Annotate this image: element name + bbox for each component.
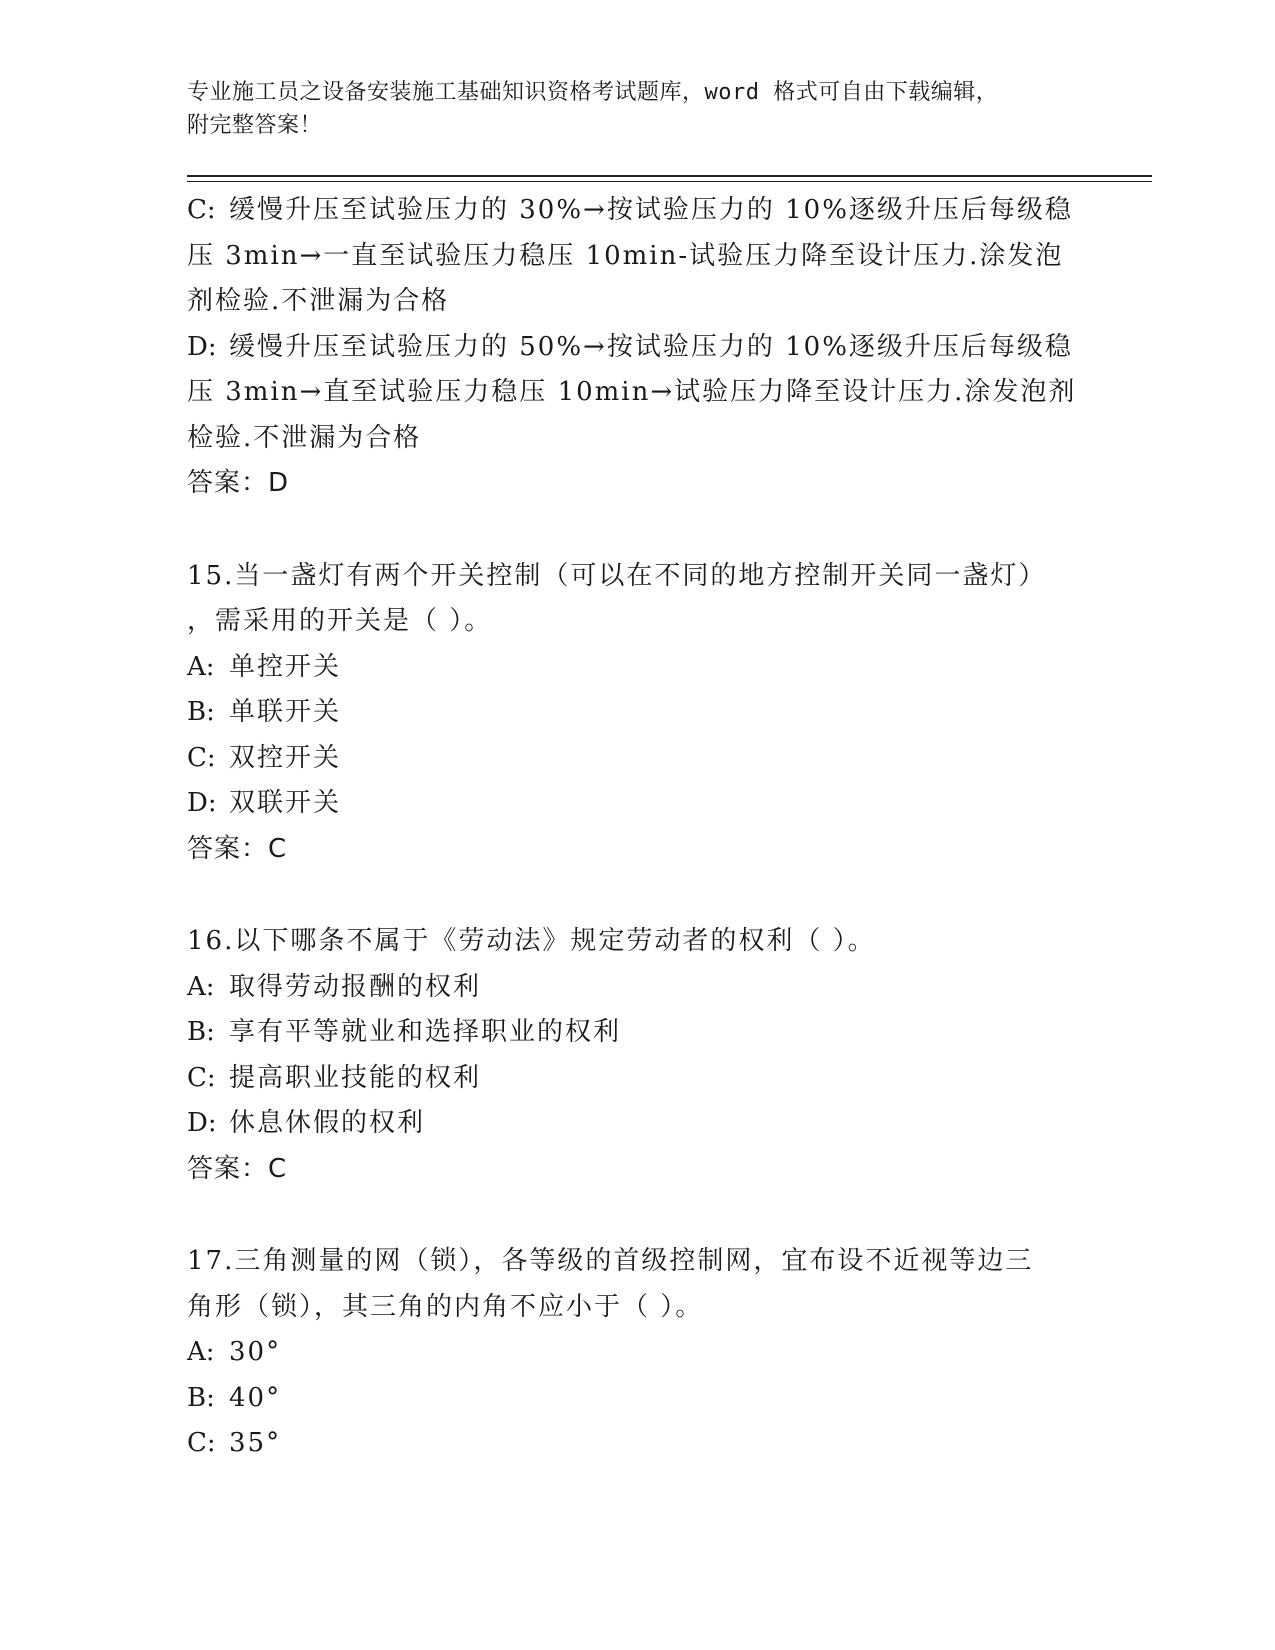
option-c (187, 736, 1087, 782)
question-stem: 角形（锁），其三角的内角不应小于（ ）。 (187, 1291, 704, 1322)
option-text: 享有平等就业和选择职业的权利 (229, 1017, 622, 1047)
option-line (187, 325, 1087, 371)
option-a (187, 1330, 1087, 1376)
header-line-1: 专业施工员之设备安装施工基础知识资格考试题库，word 格式可自由下载编辑， (187, 80, 999, 105)
prev-question-block (187, 188, 1087, 507)
option-line: 检验.不泄漏为合格 (187, 422, 422, 453)
spacer (187, 1192, 1087, 1239)
option-letter: A: (187, 651, 215, 682)
header-divider-thick (187, 175, 1152, 177)
question-16 (187, 919, 1087, 1192)
option-letter: A: (187, 971, 215, 1002)
option-a (187, 965, 1087, 1011)
header-line-2: 附完整答案！ (187, 113, 323, 138)
option-d (187, 325, 1087, 462)
option-b (187, 1376, 1087, 1422)
answer-line: 答案：C (187, 1153, 288, 1184)
option-c (187, 188, 1087, 325)
option-b (187, 690, 1087, 736)
spacer (187, 507, 1087, 554)
option-c (187, 1056, 1087, 1102)
spacer (187, 872, 1087, 919)
question-stem: 17.三角测量的网（锁），各等级的首级控制网，宜布设不近视等边三 (187, 1246, 1034, 1276)
option-letter: D: (187, 1108, 217, 1138)
option-text: 30° (229, 1337, 282, 1367)
option-text: 缓慢升压至试验压力的 30%→按试验压力的 10%逐级升压后每级稳 (229, 195, 1073, 225)
option-text: 单控开关 (229, 651, 342, 682)
option-text: 35° (229, 1428, 282, 1458)
answer-line: 答案：D (187, 468, 290, 498)
option-text: 双控开关 (229, 742, 342, 773)
option-letter: C: (187, 195, 216, 225)
header-divider-thin (187, 181, 1152, 182)
option-letter: C: (187, 1062, 216, 1093)
option-line: 压 3min→一直至试验压力稳压 10min-试验压力降至设计压力.涂发泡 (187, 240, 1064, 271)
option-line (187, 188, 1087, 234)
option-letter: D: (187, 788, 217, 818)
question-content (187, 188, 1087, 1467)
option-text: 缓慢升压至试验压力的 50%→按试验压力的 10%逐级升压后每级稳 (229, 331, 1073, 362)
option-text: 双联开关 (229, 788, 342, 818)
option-letter: A: (187, 1337, 215, 1367)
option-letter: B: (187, 1382, 215, 1413)
option-text: 休息休假的权利 (229, 1108, 426, 1138)
option-text: 单联开关 (229, 697, 342, 727)
option-letter: D: (187, 331, 217, 362)
option-text: 取得劳动报酬的权利 (229, 971, 482, 1002)
option-letter: C: (187, 742, 216, 773)
option-d (187, 1101, 1087, 1147)
option-letter: B: (187, 1017, 215, 1047)
answer-line: 答案：C (187, 833, 288, 864)
option-line: 剂检验.不泄漏为合格 (187, 286, 450, 316)
question-17 (187, 1239, 1087, 1467)
document-header (187, 76, 1087, 142)
question-15 (187, 554, 1087, 873)
option-a (187, 645, 1087, 691)
question-stem: 16.以下哪条不属于《劳动法》规定劳动者的权利（ ）。 (187, 926, 876, 956)
option-c (187, 1421, 1087, 1467)
option-text: 提高职业技能的权利 (229, 1062, 482, 1093)
option-letter: C: (187, 1428, 216, 1458)
option-d (187, 781, 1087, 827)
option-text: 40° (229, 1382, 282, 1413)
question-stem: 15.当一盏灯有两个开关控制（可以在不同的地方控制开关同一盏灯） (187, 560, 1047, 591)
question-stem: ，需采用的开关是（ ）。 (187, 606, 493, 636)
option-b (187, 1010, 1087, 1056)
option-line: 压 3min→直至试验压力稳压 10min→试验压力降至设计压力.涂发泡剂 (187, 377, 1077, 407)
option-letter: B: (187, 697, 215, 727)
